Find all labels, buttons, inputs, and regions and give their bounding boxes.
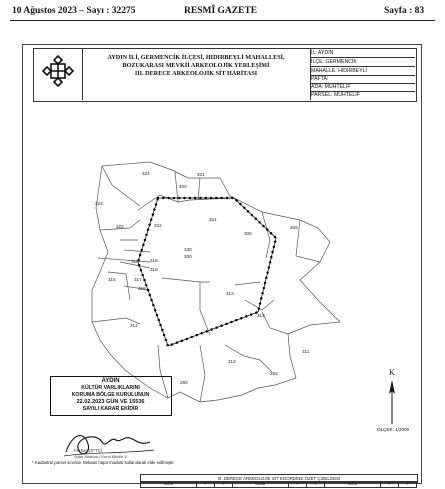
parcel-label: 311 — [302, 349, 310, 354]
gazette-name: RESMÎ GAZETE — [184, 6, 258, 16]
parcel-label: 322 — [154, 223, 162, 228]
parcel-label: 313 — [228, 359, 236, 364]
parcel-label: 322 — [116, 224, 124, 229]
parcel-label: 318 — [150, 258, 158, 263]
field-block: ADA: MUHTELİF — [311, 83, 415, 92]
scale-label: ÖLÇEK: 1/2000 — [377, 427, 410, 432]
field-sheet: PAFTA: — [311, 75, 415, 84]
north-label: K — [389, 368, 395, 377]
parcel-label: 318 — [150, 267, 158, 272]
map-title-line: III. DERECE ARKEOLOJİK SİT HARİTASI — [134, 70, 258, 78]
table-header: Nokta — [141, 482, 197, 488]
parcel-label: 309 — [290, 225, 298, 230]
issue-date: 10 Ağustos 2023 – Sayı : 32275 — [12, 6, 136, 16]
stamp-line: KORUMA BÖLGE KURULUNUN — [71, 392, 150, 398]
north-arrow-icon — [385, 378, 399, 426]
map-title-line: AYDIN İLİ, GERMENCİK İLÇESİ, HIDIRBEYLİ MAHALLESİ, — [107, 54, 285, 61]
table-header: Y — [288, 482, 306, 488]
parcel-label: 313 — [226, 291, 234, 296]
stamp-line: SAYILI KARAR EKİDİR — [82, 406, 139, 412]
field-parcel: PARSEL: MUHTELİF — [311, 92, 360, 98]
stamp-line: AYDIN — [101, 378, 120, 384]
table-header: X — [214, 482, 232, 488]
parcel-label: 319 — [138, 286, 146, 291]
parcel-label: 262 — [270, 371, 278, 376]
parcel-label: 320 — [179, 184, 187, 189]
parcel-label: 330 — [184, 254, 192, 259]
table-header: X — [398, 482, 416, 488]
coord-table-title: III. DERECE ARKEOLOJİK SİT KOORDİNE ÖZET ÇİZELGESİ — [140, 474, 418, 483]
parcel-label: 280 — [180, 380, 188, 385]
map-title-line: BOZUKARASI MEVKİİ ARKEOLOJİK YERLEŞİMİ — [122, 62, 270, 70]
footnote-text: Kadastral parsel sınırları Nekaüs hapa modülü kullanılarak elde edilmiştir. — [34, 460, 175, 465]
parcel-label: 308 — [244, 231, 252, 236]
table-header: Y — [196, 482, 214, 488]
footnote: * Kadastral parsel sınırları Nekaüs hapa modülü kullanılarak elde edilmiştir. — [32, 460, 175, 465]
table-header: Nokta — [232, 482, 288, 488]
parcel-label: 317 — [134, 277, 142, 282]
table-header: Nokta — [324, 482, 380, 488]
table-header: Y — [380, 482, 398, 488]
parcel-label: 316 — [131, 259, 139, 264]
signatory-name: Ferhat ÇİFTÇİ — [74, 448, 103, 453]
page-number: Sayfa : 83 — [384, 6, 425, 16]
signatory-title: Şube Müdürü / Kurul Müdür V. — [74, 454, 128, 459]
parcel-label: 321 — [197, 172, 205, 177]
parcel-label: 321 — [209, 217, 217, 222]
parcel-label: 324 — [142, 171, 150, 176]
field-neighbourhood: MAHALLE: HIDIRBEYLİ — [311, 67, 415, 76]
field-district: İLÇE: GERMENCİK — [311, 58, 415, 67]
parcel-label: 130 — [184, 247, 192, 252]
parcel-label: 315 — [108, 277, 116, 282]
site-boundary-line — [138, 198, 276, 346]
coord-table — [140, 481, 417, 488]
site-boundary — [138, 198, 276, 346]
stamp-line: KÜLTÜR VARLIKLARINI — [81, 385, 140, 391]
table-header: X — [306, 482, 324, 488]
table-row — [141, 482, 417, 488]
stamp-line: 22.02.2023 GÜN VE 15536 — [76, 399, 145, 405]
parcel-label: 323 — [95, 201, 103, 206]
field-province: İL: AYDIN — [311, 49, 415, 58]
parcel-label: 314 — [130, 323, 138, 328]
parcel-label: 312 — [257, 313, 265, 318]
